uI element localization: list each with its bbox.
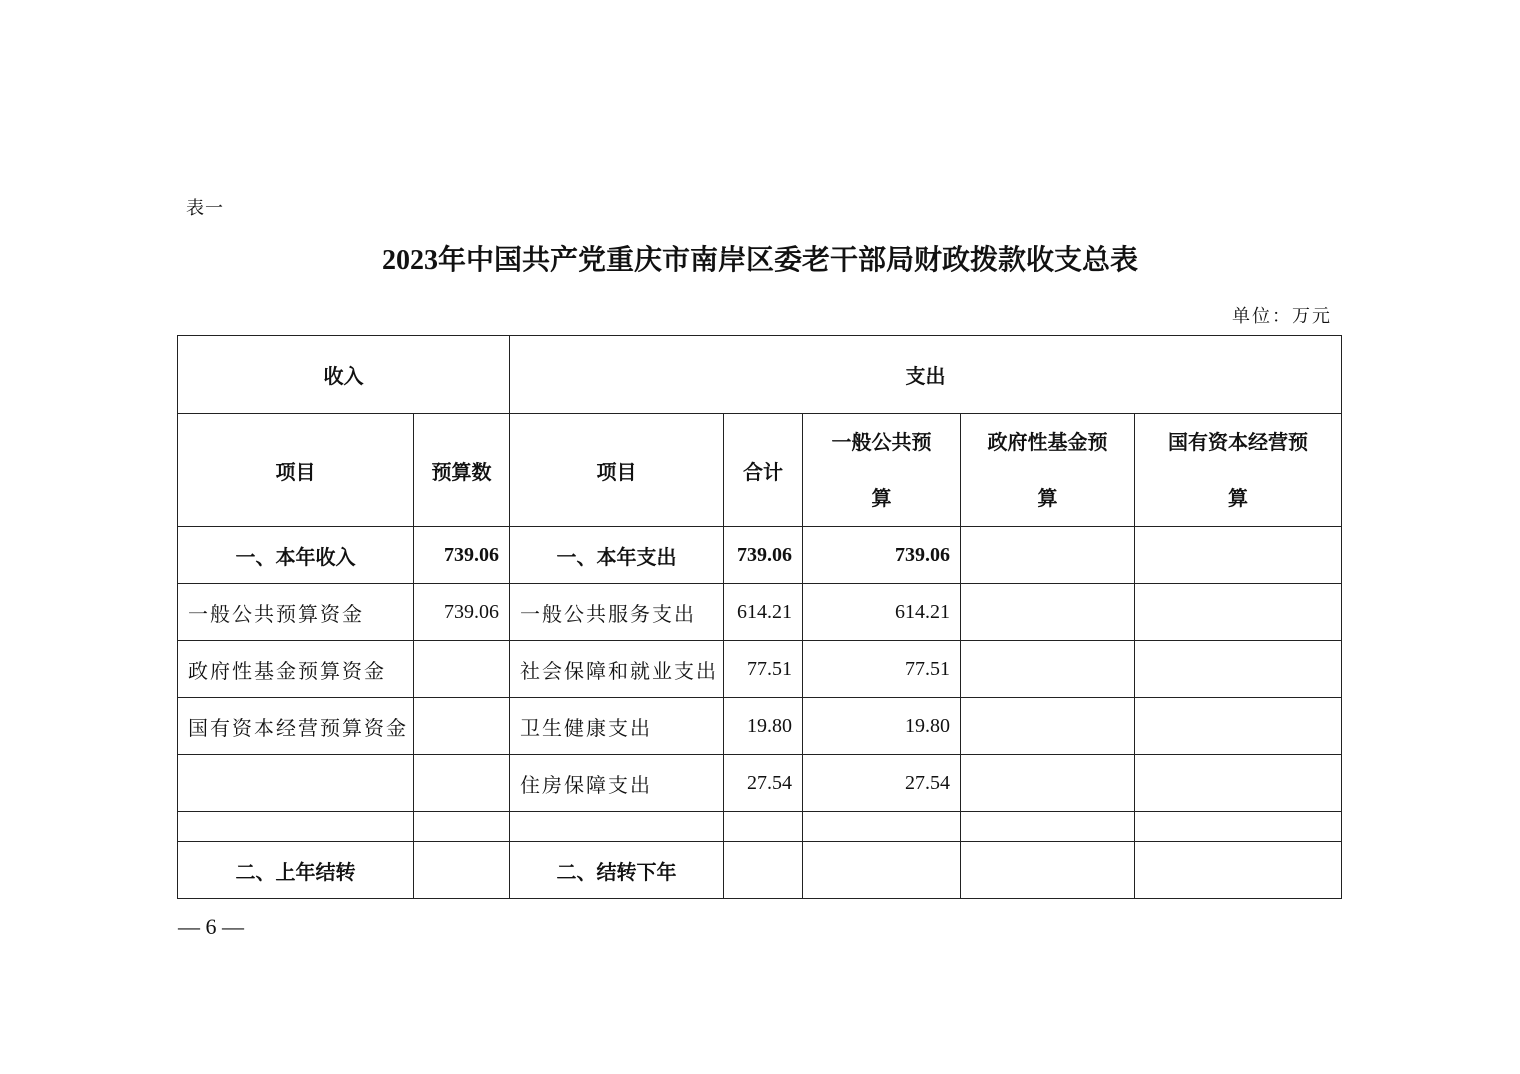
table-row	[178, 527, 1342, 584]
state-capital-cell	[1135, 842, 1342, 899]
general-budget-cell: 614.21	[803, 584, 961, 641]
gov-fund-cell	[961, 527, 1135, 584]
state-capital-cell	[1135, 584, 1342, 641]
total-cell	[724, 842, 803, 899]
state-capital-cell	[1135, 641, 1342, 698]
state-capital-header-line1: 国有资本经营预	[1168, 430, 1309, 454]
expense-item-cell: 卫生健康支出	[510, 698, 724, 755]
income-value-cell	[414, 842, 510, 899]
gov-fund-cell	[961, 641, 1135, 698]
gov-fund-cell	[961, 584, 1135, 641]
fiscal-summary-table	[177, 335, 1342, 899]
income-item-header: 项目	[178, 414, 414, 527]
expense-item-cell: 一、本年支出	[510, 527, 724, 584]
table-label: 表一	[186, 198, 224, 219]
document-title: 2023年中国共产党重庆市南岸区委老干部局财政拨款收支总表	[381, 245, 1138, 276]
state-capital-cell	[1135, 698, 1342, 755]
expense-item-cell: 住房保障支出	[510, 755, 724, 812]
header-row-sub	[178, 414, 1342, 527]
state-capital-header	[1135, 414, 1342, 527]
total-cell: 27.54	[724, 755, 803, 812]
income-header: 收入	[178, 336, 510, 414]
expense-item-cell: 二、结转下年	[510, 842, 724, 899]
income-value-cell	[414, 698, 510, 755]
table-row-spacer	[178, 812, 1342, 842]
general-budget-cell	[803, 842, 961, 899]
expense-item-cell: 社会保障和就业支出	[510, 641, 724, 698]
empty-cell	[803, 812, 961, 842]
page-number: — 6 —	[178, 914, 244, 939]
empty-cell	[724, 812, 803, 842]
total-header: 合计	[724, 414, 803, 527]
empty-cell	[961, 812, 1135, 842]
general-budget-cell: 739.06	[803, 527, 961, 584]
gov-fund-cell	[961, 842, 1135, 899]
table-row	[178, 584, 1342, 641]
general-budget-header-line2: 算	[871, 486, 892, 510]
income-budget-header: 预算数	[414, 414, 510, 527]
unit-note: 单位：万元	[1232, 306, 1332, 327]
income-value-cell	[414, 641, 510, 698]
empty-cell	[178, 812, 414, 842]
income-item-cell: 国有资本经营预算资金	[178, 698, 414, 755]
income-item-cell: 二、上年结转	[178, 842, 414, 899]
expense-item-cell: 一般公共服务支出	[510, 584, 724, 641]
gov-fund-cell	[961, 755, 1135, 812]
income-value-cell: 739.06	[414, 584, 510, 641]
income-item-cell: 一、本年收入	[178, 527, 414, 584]
expense-item-header: 项目	[510, 414, 724, 527]
total-cell: 77.51	[724, 641, 803, 698]
empty-cell	[1135, 812, 1342, 842]
empty-cell	[414, 812, 510, 842]
state-capital-header-line2: 算	[1228, 486, 1249, 510]
expense-header: 支出	[510, 336, 1342, 414]
income-item-cell: 政府性基金预算资金	[178, 641, 414, 698]
income-item-cell: 一般公共预算资金	[178, 584, 414, 641]
general-budget-cell: 19.80	[803, 698, 961, 755]
gov-fund-cell	[961, 698, 1135, 755]
table-row	[178, 698, 1342, 755]
general-budget-cell: 77.51	[803, 641, 961, 698]
header-row-top	[178, 336, 1342, 414]
income-item-cell	[178, 755, 414, 812]
gov-fund-header	[961, 414, 1135, 527]
table-row	[178, 755, 1342, 812]
state-capital-cell	[1135, 755, 1342, 812]
general-budget-header	[803, 414, 961, 527]
general-budget-cell: 27.54	[803, 755, 961, 812]
gov-fund-header-line1: 政府性基金预	[987, 430, 1108, 454]
empty-cell	[510, 812, 724, 842]
state-capital-cell	[1135, 527, 1342, 584]
gov-fund-header-line2: 算	[1037, 486, 1058, 510]
total-cell: 614.21	[724, 584, 803, 641]
income-value-cell: 739.06	[414, 527, 510, 584]
total-cell: 19.80	[724, 698, 803, 755]
table-row	[178, 842, 1342, 899]
table-row	[178, 641, 1342, 698]
income-value-cell	[414, 755, 510, 812]
total-cell: 739.06	[724, 527, 803, 584]
general-budget-header-line1: 一般公共预	[831, 430, 932, 454]
